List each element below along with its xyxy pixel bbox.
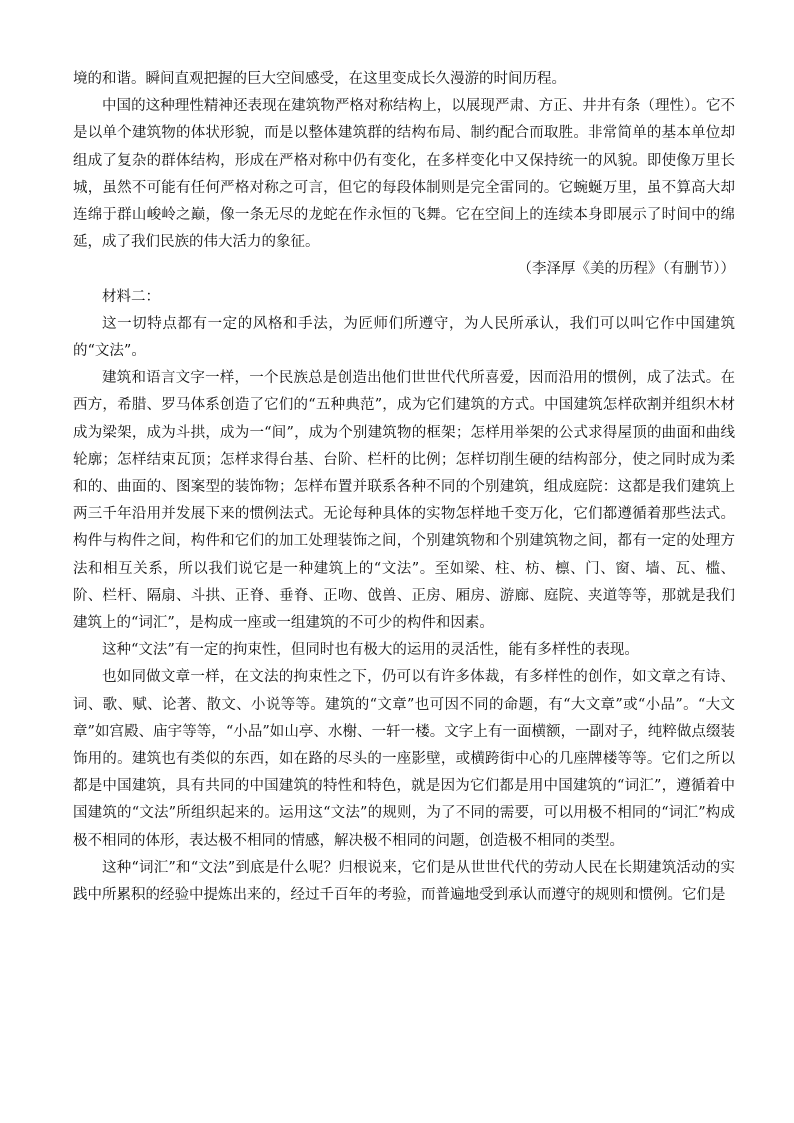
paragraph-grammar-flexibility: 这种“文法”有一定的拘束性，但同时也有极大的运用的灵活性，能有多样性的表现。 (102, 642, 639, 659)
paragraph-writing-analogy: 也如同做文章一样，在文法的拘束性之下，仍可以有许多体裁，有多样性的创作，如文章之有诗、词、歌、赋、论著、散文、小说等等。建筑的“文章”也可因不同的命题，有“大文章”或“小品”。“大文章”如宫殿、庙宇等等，“小品”如山亭、水榭、一轩一楼。文字上有一面横额，一副对子，纯粹做点缀装饰用的。建筑也有类似的东西，如在路的尽头的一座影壁，或横跨街中心的几座牌楼等等。它们之所以都是中国建筑，具有共同的中国建筑的特性和特色，就是因为它们都是用中国建筑的“词汇”，遵循着中国建筑的“文法”所组织起来的。运用这“文法”的规则，为了不同的需要，可以用极不相同的“词汇”构成极不相同的体形，表达极不相同的情感，解决极不相同的问题，创造极不相同的类型。 (73, 669, 735, 849)
paragraph-vocabulary-grammar-origin: 这种“词汇”和“文法”到底是什么呢？归根说来，它们是从世世代代的劳动人民在长期建筑活动的实践中所累积的经验中提炼出来的，经过千百年的考验，而普遍地受到承认而遵守的规则和惯例。它们是 (73, 859, 735, 904)
source-citation: （李泽厚《美的历程》（有删节）） (517, 261, 735, 278)
section-heading-material-two: 材料二： (102, 288, 160, 305)
paragraph-architecture-language: 建筑和语言文字一样，一个民族总是创造出他们世世代代所喜爱，因而沿用的惯例，成了法式。在西方，希腊、罗马体系创造了它们的“五种典范”，成为它们建筑的方式。中国建筑怎样砍割并组织木材成为梁架，成为斗拱，成为一“间”，成为个别建筑物的框架；怎样用举架的公式求得屋顶的曲面和曲线轮廓；怎样结束瓦顶；怎样求得台基、台阶、栏杆的比例；怎样切削生硬的结构部分，使之同时成为柔和的、曲面的、图案型的装饰物；怎样布置并联系各种不同的个别建筑，组成庭院：这都是我们建筑上两三千年沿用并发展下来的惯例法式。无论每种具体的实物怎样地千变万化，它们都遵循着那些法式。构件与构件之间，构件和它们的加工处理装饰之间，个别建筑物和个别建筑物之间，都有一定的处理方法和相互关系，所以我们说它是一种建筑上的“文法”。至如梁、柱、枋、檩、门、窗、墙、瓦、槛、阶、栏杆、隔扇、斗拱、正脊、垂脊、正吻、戗兽、正房、厢房、游廊、庭院、夹道等等，那就是我们建筑上的“词汇”，是构成一座或一组建筑的不可少的构件和因素。 (73, 370, 735, 632)
paragraph-grammar-intro: 这一切特点都有一定的风格和手法，为匠师们所遵守，为人民所承认，我们可以叫它作中国建筑的“文法”。 (73, 315, 735, 360)
paragraph-continuation: 境的和谐。瞬间直观把握的巨大空间感受，在这里变成长久漫游的时间历程。 (73, 71, 566, 87)
document-page (73, 66, 735, 909)
paragraph-rational-spirit: 中国的这种理性精神还表现在建筑物严格对称结构上，以展现严肃、方正、井井有条（理性）。它不是以单个建筑物的体状形貌，而是以整体建筑群的结构布局、制约配合而取胜。非常简单的基本单位却组成了复杂的群体结构，形成在严格对称中仍有变化，在多样变化中又保持统一的风貌。即使像万里长城，虽然不可能有任何严格对称之可言，但它的每段体制则是完全雷同的。它蜿蜒万里，虽不算高大却连绵于群山峻岭之巅，像一条无尽的龙蛇在作永恒的飞舞。它在空间上的连续本身即展示了时间中的绵延，成了我们民族的伟大活力的象征。 (73, 98, 735, 251)
